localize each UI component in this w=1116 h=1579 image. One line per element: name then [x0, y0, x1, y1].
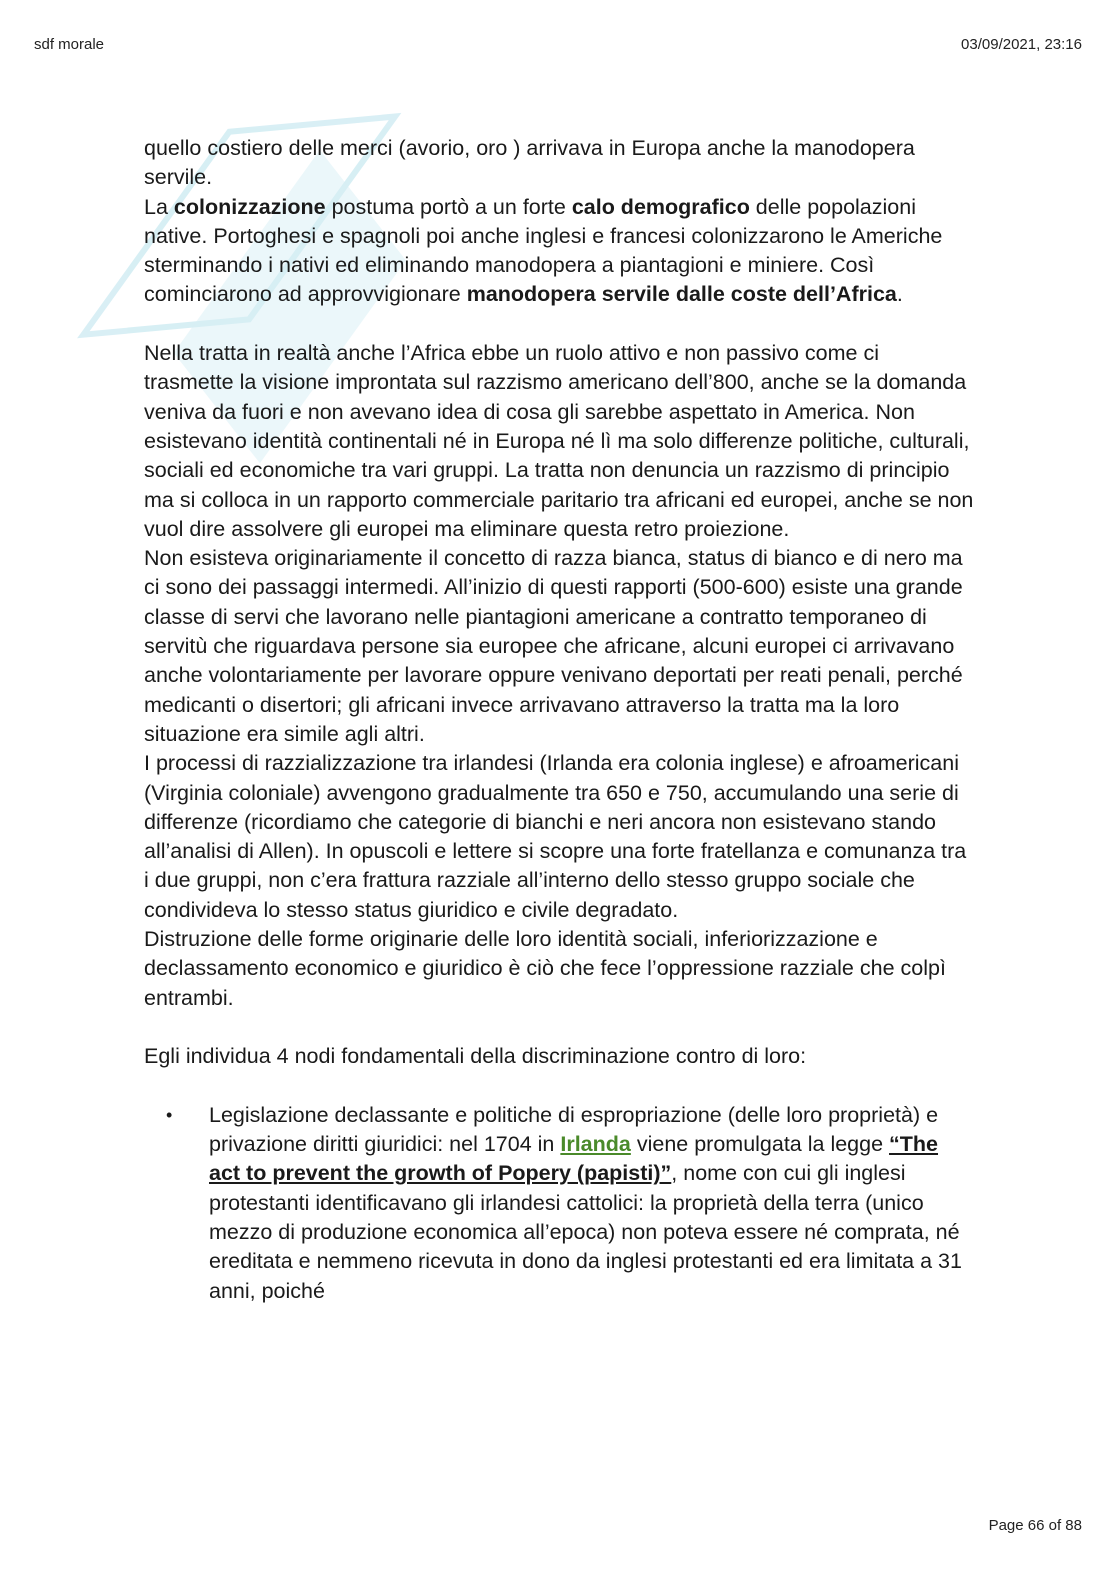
- paragraph: I processi di razzializzazione tra irlandesi (Irlanda era colonia inglese) e afroamericani (Virginia coloniale) avvengono gradualmente tra 650 e 750, accumulando una serie di differenze (ricordiamo che categorie di bianchi e neri ancora non esistevano stando all’analisi di Allen). In opuscoli e lettere si scopre una forte fratellanza e comunanza tra i due gruppi, non c’era frattura razziale all’interno dello stesso gruppo sociale che condivideva lo stesso status giuridico e civile degradato.: [144, 751, 967, 922]
- paragraph: Egli individua 4 nodi fondamentali della discriminazione contro di loro:: [144, 1044, 807, 1069]
- bullet-icon: •: [166, 1104, 173, 1125]
- page-header: [34, 36, 1082, 56]
- bullet-list: [144, 1101, 974, 1306]
- law-title: “The act to prevent the growth of Popery (papisti)”: [209, 1132, 939, 1186]
- link-irlanda[interactable]: Irlanda: [560, 1132, 631, 1157]
- page-number: Page 66 of 88: [988, 1517, 1082, 1534]
- paragraph: Non esisteva originariamente il concetto di razza bianca, status di bianco e di nero ma ci sono dei passaggi intermedi. All’inizio di questi rapporti (500-600) esiste una grande classe di servi che lavorano nelle piantagioni americane a contratto temporaneo di servitù che riguardava persone sia europee che africane, alcuni europei ci arrivavano anche volontariamente per lavorare oppure venivano deportati per reati penali, perché medicanti o disertori; gli africani invece arrivavano attraverso la tratta ma la loro situazione era simile agli altri.: [144, 546, 963, 746]
- paragraph: Nella tratta in realtà anche l’Africa ebbe un ruolo attivo e non passivo come ci trasmette la visione improntata sul razzismo americano dell’800, anche se la domanda veniva da fuori e non avevano idea di cosa gli sarebbe aspettato in America. Non esistevano identità continentali né in Europa né lì ma solo differenze politiche, culturali, sociali ed economiche tra vari gruppi. La tratta non denuncia un razzismo di principio ma si colloca in un rapporto commerciale paritario tra africani ed europei, anche se non vuol dire assolvere gli europei ma eliminare questa retro proiezione.: [144, 341, 974, 541]
- paragraph: La colonizzazione postuma portò a un forte calo demografico delle popolazioni native. Portoghesi e spagnoli poi anche inglesi e francesi colonizzarono le Americhe sterminando i nativi ed eliminando manodopera a piantagioni e miniere. Così cominciarono ad approvvigionare manodopera servile dalle coste dell’Africa.: [144, 194, 943, 307]
- paragraph: Distruzione delle forme originarie delle loro identità sociali, inferiorizzazione e declassamento economico e giuridico è ciò che fece l’oppressione razziale che colpì entrambi.: [144, 927, 946, 1010]
- paragraph: quello costiero delle merci (avorio, oro ) arrivava in Europa anche la manodopera servile.: [144, 136, 915, 190]
- document-title: sdf morale: [34, 36, 105, 53]
- list-item: • Legislazione declassante e politiche di espropriazione (delle loro proprietà) e privazione diritti giuridici: nel 1704 in Irlanda viene promulgata la legge “The act to prevent the growth of Popery (papisti)”, nome con cui gli inglesi protestanti identificavano gli irlandesi cattolici: la proprietà della terra (unico mezzo di produzione economica all’epoca) non poteva essere né comprata, né ereditata e nemmeno ricevuta in dono da inglesi protestanti ed era limitata a 31 anni, poiché: [166, 1102, 962, 1303]
- document-body: [144, 134, 974, 1306]
- print-datetime: 03/09/2021, 23:16: [961, 36, 1082, 53]
